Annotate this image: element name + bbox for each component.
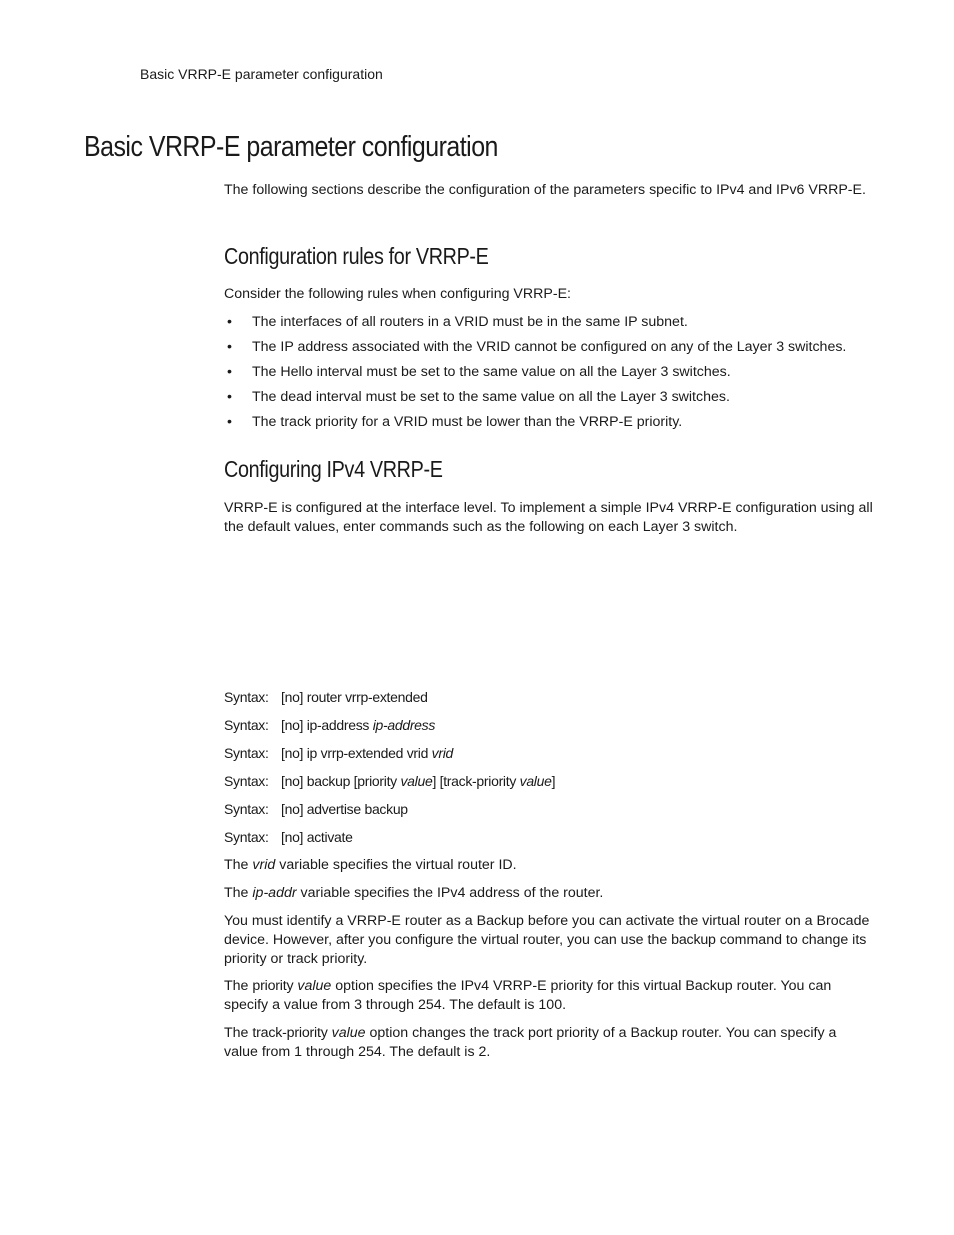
syntax-line: Syntax: [no] ip vrrp-extended vrid vrid (224, 745, 454, 761)
running-header: Basic VRRP-E parameter configuration (140, 66, 383, 82)
rules-list (224, 313, 874, 438)
bullet-icon: • (227, 364, 232, 380)
list-item: • The track priority for a VRID must be lower than the VRRP-E priority. (227, 414, 683, 430)
ipv4-intro: VRRP-E is configured at the interface level. To implement a simple IPv4 VRRP-E configuration using all the default values, enter commands such as the following on each Layer 3 switch. (224, 500, 873, 535)
desc-backup: You must identify a VRRP-E router as a Backup before you can activate the virtual router on a Brocade device. However, after you configure the virtual router, you can use the backup command to change its priority or track priority. (224, 913, 870, 967)
syntax-block (224, 688, 874, 856)
bullet-icon: • (227, 389, 232, 405)
desc-track-priority: The track-priority value option changes the track port priority of a Backup router. You can specify a value from 1 through 254. The default is 2. (224, 1025, 837, 1060)
rules-lead: Consider the following rules when configuring VRRP-E: (224, 286, 571, 302)
list-item: • The interfaces of all routers in a VRID must be in the same IP subnet. (227, 314, 688, 330)
syntax-line: Syntax: [no] router vrrp-extended (224, 689, 428, 705)
syntax-line: Syntax: [no] ip-address ip-address (224, 717, 436, 733)
rules-heading: Configuration rules for VRRP-E (224, 243, 489, 269)
syntax-line: Syntax: [no] backup [priority value] [track-priority value] (224, 773, 556, 789)
intro-paragraph: The following sections describe the configuration of the parameters specific to IPv4 and IPv6 VRRP-E. (224, 182, 866, 198)
bullet-icon: • (227, 414, 232, 430)
bullet-icon: • (227, 339, 232, 355)
list-item: • The IP address associated with the VRID cannot be configured on any of the Layer 3 switches. (227, 339, 847, 355)
syntax-line: Syntax: [no] advertise backup (224, 801, 408, 817)
desc-ip-addr: The ip-addr variable specifies the IPv4 address of the router. (224, 885, 604, 901)
ipv4-heading: Configuring IPv4 VRRP-E (224, 456, 443, 482)
page-title: Basic VRRP-E parameter configuration (84, 131, 498, 163)
desc-vrid: The vrid variable specifies the virtual router ID. (224, 857, 517, 873)
bullet-icon: • (227, 314, 232, 330)
list-item: • The Hello interval must be set to the same value on all the Layer 3 switches. (227, 364, 731, 380)
desc-priority: The priority value option specifies the IPv4 VRRP-E priority for this virtual Backup router. You can specify a value from 3 through 254. The default is 100. (224, 978, 832, 1013)
syntax-line: Syntax: [no] activate (224, 829, 353, 845)
list-item: • The dead interval must be set to the same value on all the Layer 3 switches. (227, 389, 730, 405)
